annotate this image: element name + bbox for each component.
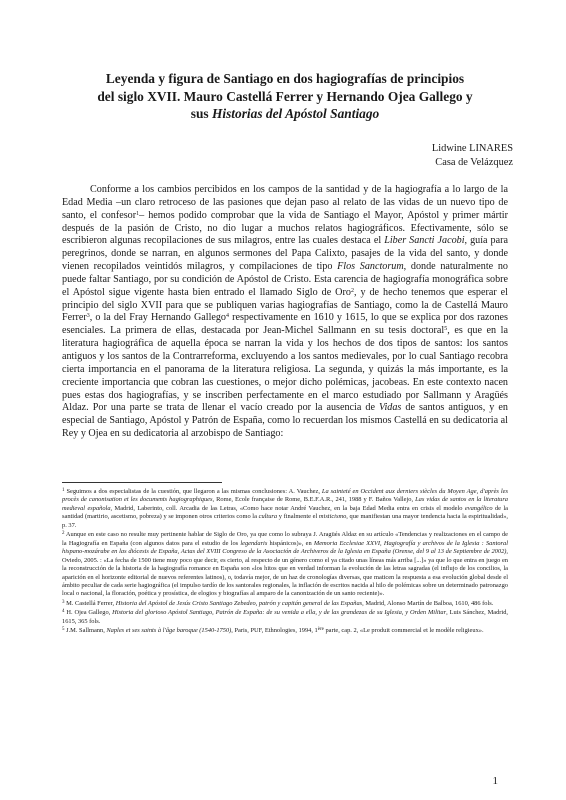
footnote-span: de la santidad (martirio, ascetismo, pobreza) y se imponen otros criterios como la xyxy=(62,504,508,521)
footnote-ref-1[interactable]: 1 xyxy=(136,210,140,217)
author-affiliation: Casa de Velázquez xyxy=(435,157,513,168)
footnote-span: , Oviedo, 2005. : «La fecha de 1500 tiene muy poco que decir, es cierto, al respecto de un género como el ya citado unas líneas más arriba [...]» ya que lo que entra en juego en la reconstrucción de la historia de la hagiografía romance en España son «los hitos que en verdad informan la evolución de las letras sagradas (el influjo de los concilios, la aparición en el horizonte editorial de nuevos referentes latinos), o, todavía mejor, de un haz de cronologías diversas, que maticen la respuesta a esa evolución global desde el ámbito peculiar de cada serie hagiográfica (el impulso tardío de los santorales regionales, la inflación de escritos nacida al hilo de polémicas sobre un determinado patronazgo local o nacional, la floración, poética y prosística, de elogios y biografías al amparo de la canonización de un santo reciente)». xyxy=(62,548,508,598)
footnote-4 xyxy=(62,609,508,626)
body-italic: Vidas xyxy=(379,402,402,414)
footnote-superscript: ère xyxy=(317,627,324,633)
footnote-ref-2[interactable]: 2 xyxy=(350,287,354,294)
footnote-italic: Historia del Apóstol de Jesús Cristo Santiago Zebedeo, patrón y capitán general de las Españas xyxy=(115,599,363,607)
footnote-italic: Naples et ses saints à l'âge baroque (1540-1750) xyxy=(106,627,232,635)
author-block xyxy=(432,142,513,170)
footnote-italic: cultura xyxy=(258,513,278,521)
footnote-number: 1 xyxy=(62,488,65,493)
footnote-ref-3[interactable]: 3 xyxy=(86,313,90,320)
body-span: – hemos podido comprobar que la vida de Santiago el Mayor, Apóstol y primer mártir después de la pasión de Cristo, no dio lugar a muchos relatos hagiográficos. Efectivamente, sólo se escribieron algunas recopilaciones de sus milagros, entre las cuales destaca el xyxy=(62,209,508,247)
body-italic: Liber Sancti Jacobi xyxy=(384,235,465,247)
footnote-span: Aunque en este caso no resulte muy pertinente hablar de Siglo de Oro, ya que como lo subraya J. Aragüés Aldaz en su artículo «Tendencias y realizaciones en el campo de la Hagiografía en España (con algunos datos para el estudio de los xyxy=(62,531,508,547)
footnote-number: 4 xyxy=(62,609,65,615)
page-number: 1 xyxy=(492,775,498,787)
footnote-span: M. Castellá Ferrer, xyxy=(64,599,116,607)
footnotes xyxy=(62,488,508,637)
title-line-2: del siglo XVII. Mauro Castellá Ferrer y Hernando Ojea Gallego y xyxy=(97,88,473,104)
footnote-span: , Madrid, Alonso Martín de Balboa, 1610, 486 fols. xyxy=(362,599,494,607)
title-line-3-prefix: sus xyxy=(190,106,212,121)
article-title xyxy=(60,70,510,123)
body-span: , guía para peregrinos, donde se narran, en algunos sermones del Papa Calixto, pasajes de la vida del santo, y donde vienen recopilados veintidós milagros, y compilaciones de tipo xyxy=(62,235,508,273)
footnote-2 xyxy=(62,531,508,599)
body-text xyxy=(62,184,508,441)
footnote-italic: Historia del glorioso Apóstol Santiago, Patrón de España: de su venida a ella, y de las grandezas de su Iglesia, y Orden Militar xyxy=(112,609,447,617)
footnote-italic: evangélico xyxy=(464,504,493,512)
footnote-span: , Luis Sánchez, Madrid, 1615, 365 fols. xyxy=(62,609,508,625)
body-italic: Flos Sanctorum xyxy=(337,261,404,273)
footnote-span: , Paris, PUF, Ethnologies, 1994, 1 xyxy=(231,627,318,635)
footnote-1 xyxy=(62,488,508,530)
footnote-span: hispánicos)», en xyxy=(267,539,314,547)
body-span: Conforme a los cambios percibidos en los campos de la santidad y de la hagiografía a lo largo de la Edad Media –un claro retroceso de las pasiones que dejan paso al relato de las vidas de un nuevo tipo de santo, el confesor xyxy=(62,184,508,221)
author-name: Lidwine LINARES xyxy=(431,143,513,154)
body-span: , o la del Fray Hernando Gallego xyxy=(89,312,226,324)
footnote-span: , Madrid, Laberinto, coll. Arcadia de las Letras, «Como hace notar André Vauchez, en la baja Edad Media entra en crisis el modelo xyxy=(110,504,465,512)
footnote-span: , que manifiestan una mayor tendencia hacia la espiritualidad», p. 37. xyxy=(62,513,509,529)
footnote-italic: legendaris xyxy=(240,539,268,547)
footnote-number: 3 xyxy=(62,599,65,605)
footnote-number: 2 xyxy=(62,531,65,537)
footnote-span: y finalmente el xyxy=(277,513,319,521)
body-span: respectivamente en 1610 y 1615, lo que se explica por dos razones esenciales. La primera de ellas, destacada por Jean-Michel Sallmann en su tesis doctoral xyxy=(62,312,508,337)
footnote-ref-4[interactable]: 4 xyxy=(226,313,229,320)
footnote-italic: Memoria Ecclesiae XXVI, Hagiografía y archivos de la Iglesia : Santoral hispano-mozárabe en las diócesis de España, Actas del XVIII Congreso de la Asociación de Archiveros de la Iglesia en España (Orense, del 9 al 13 de Septiembre de 2002) xyxy=(62,539,508,556)
footnote-5 xyxy=(62,627,508,635)
footnote-separator xyxy=(62,482,222,483)
footnote-span: J.M. Sallmann, xyxy=(64,627,107,635)
title-line-3-italic: Historias del Apóstol Santiago xyxy=(211,106,380,121)
footnote-3 xyxy=(62,600,508,608)
footnote-ref-5[interactable]: 5 xyxy=(444,326,448,333)
body-span: , es que en la literatura hagiográfica de aquella época se narran la vida y los hechos de dos tipos de santos: los santos antiguos y los santos de la Contrarreforma, excluyendo a los santos medievales, por lo cual Santiago recobra cierta importancia en el panorama de la literatura religiosa. La segunda, y quizás la más importante, es la creciente importancia que cobran las cuestiones, o mejor dicho polémicas, jacobeas. En este contexto nacen pues estas dos hagiografías, y se inscriben perfectamente en el marco estudiado por Sallmann y Aragüés Aldaz. Por una parte se trata de llenar el vacío creado por la ausencia de xyxy=(62,325,508,414)
title-line-1: Leyenda y figura de Santiago en dos hagiografías de principios xyxy=(105,71,465,86)
footnote-span: , Rome, Ecole française de Rome, B.E.F.A.R., 241, 1988 y F. Baños Vallejo, xyxy=(212,496,416,504)
footnote-span: parte, cap. 2, «Le produit commercial et le modèle religieux». xyxy=(323,627,484,635)
body-span: de santos antiguos, y en especial de Santiago, Apóstol y Patrón de España, como lo recuerdan los mismos Castellá en su dedicatoria al Rey y Ojea en su dedicatoria al arzobispo de Santiago: xyxy=(62,402,508,440)
body-paragraph xyxy=(62,184,508,441)
footnote-span: Seguimos a dos especialistas de la cuestión, que llegaron a las mismas conclusiones: A. Vauchez, xyxy=(64,488,322,495)
body-span: , donde naturalmente no puede faltar Santiago, por su condición de Apóstol de Cristo. Esta carencia de hagiografía monográfica sobre el Apóstol sigue vigente hasta bien entrado el llamado Siglo de Oro xyxy=(62,261,508,298)
body-span: , y de hecho tenemos que esperar el principio del siglo XVII para que se publiquen varias hagiografías de Santiago, como la de Castellá Mauro Ferrer xyxy=(62,286,508,324)
footnote-italic: misticismo xyxy=(318,513,347,521)
title-line-3 xyxy=(60,105,510,123)
footnote-span: H. Ojea Gallego, xyxy=(64,609,113,617)
footnote-italic: Las vidas de santos en la literatura medieval española xyxy=(62,496,509,512)
footnote-italic: La sainteté en Occident aux derniers siècles du Moyen Age, d'après les procès de canonisation et les documents hagiographiques xyxy=(62,488,508,504)
footnote-number: 5 xyxy=(62,627,65,633)
